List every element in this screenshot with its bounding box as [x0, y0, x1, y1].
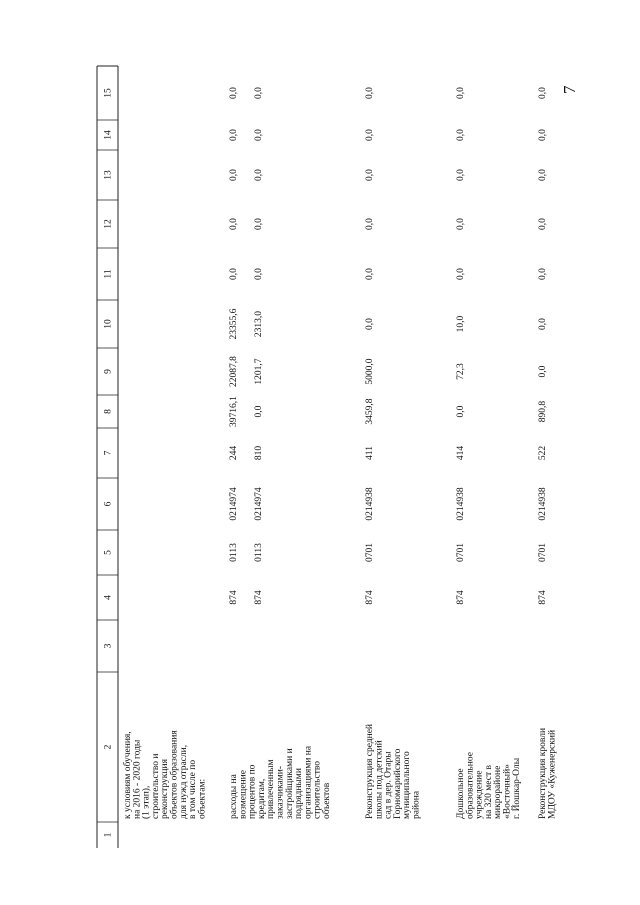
- cell-v10: 10,0: [456, 315, 466, 333]
- row-description-line: района: [411, 790, 422, 819]
- cell-rzpr: 0701: [365, 543, 375, 562]
- row-description-line: объектов образования: [169, 730, 180, 819]
- cell-v13: 0,0: [254, 169, 264, 181]
- cell-vr: 522: [538, 445, 548, 461]
- row-description-line: (1 этап),: [141, 785, 152, 819]
- table-grid: [97, 66, 118, 848]
- cell-rzpr: 0701: [538, 543, 548, 562]
- cell-v8: 0,0: [254, 405, 264, 418]
- table-row: [538, 87, 557, 819]
- column-number-row: [104, 88, 114, 837]
- column-number: 15: [103, 88, 114, 98]
- cell-csr: 0214938: [365, 487, 375, 521]
- cell-v14: 0,0: [456, 129, 466, 141]
- cell-v9: 1201,7: [254, 358, 264, 385]
- cell-v15: 0,0: [229, 87, 239, 99]
- cell-v15: 0,0: [456, 87, 466, 99]
- cell-v15: 0,0: [254, 87, 264, 99]
- row-description-line: микрорайоне: [493, 765, 504, 819]
- cell-grbs: 874: [365, 590, 375, 605]
- cell-v10: 0,0: [538, 318, 548, 330]
- row-description-line: МДОУ «Куженерский: [547, 729, 558, 819]
- row-description-line: реконструкция: [160, 759, 171, 819]
- row-description-line: процентов по: [247, 764, 258, 819]
- cell-v12: 0,0: [365, 218, 375, 230]
- cell-v8: 890,8: [538, 400, 548, 423]
- row-description-line: на 320 мест в: [483, 765, 494, 819]
- row-description-line: Дошкольное: [456, 768, 466, 819]
- cell-grbs: 874: [254, 590, 264, 605]
- row-description-line: возмещение: [238, 770, 249, 819]
- cell-v11: 0,0: [365, 268, 375, 280]
- column-number: 10: [103, 319, 114, 329]
- row-description-line: привлеченным: [266, 759, 277, 819]
- cell-grbs: 874: [229, 590, 239, 605]
- row-description-line: на 2016 - 2020 годы: [132, 739, 143, 819]
- cell-v14: 0,0: [365, 129, 375, 141]
- column-number: 5: [103, 550, 114, 555]
- table-row: [229, 87, 332, 819]
- row-description-line: организациями на: [303, 745, 314, 819]
- cell-grbs: 874: [538, 590, 548, 605]
- column-number: 7: [103, 450, 114, 456]
- row-description-line: муниципального: [402, 751, 413, 819]
- cell-v10: 0,0: [365, 318, 375, 330]
- column-number: 11: [103, 269, 114, 279]
- cell-csr: 0214974: [254, 487, 264, 521]
- cell-v15: 0,0: [365, 87, 375, 99]
- row-description-line: для нужд отрасли,: [178, 744, 189, 819]
- cell-csr: 0214938: [538, 487, 548, 521]
- row-description-line: г. Йошкар-Олы: [511, 757, 522, 819]
- cell-v13: 0,0: [365, 169, 375, 181]
- row-description-line: школы под детский: [374, 740, 385, 819]
- cell-v12: 0,0: [456, 218, 466, 230]
- row-description-line: в том числе по: [188, 759, 199, 819]
- cell-v8: 39716,1: [229, 396, 239, 427]
- cell-rzpr: 0113: [229, 543, 239, 562]
- row-description-line: подрядными: [294, 768, 305, 819]
- row-description-line: расходы на: [229, 774, 239, 819]
- column-number: 6: [103, 501, 114, 507]
- cell-v11: 0,0: [254, 268, 264, 280]
- cell-vr: 411: [365, 446, 375, 460]
- cell-v14: 0,0: [538, 129, 548, 141]
- row-description-line: объектов: [322, 782, 332, 819]
- table-row: [122, 730, 207, 819]
- cell-v8: 0,0: [456, 405, 466, 418]
- column-number: 4: [103, 595, 114, 600]
- cell-v12: 0,0: [254, 218, 264, 230]
- column-number: 12: [103, 219, 114, 229]
- cell-vr: 810: [254, 445, 264, 461]
- row-description-line: кредитам,: [256, 778, 267, 819]
- column-number: 13: [103, 170, 114, 180]
- page-number-text: 7: [560, 85, 579, 94]
- cell-vr: 414: [456, 445, 466, 461]
- cell-v14: 0,0: [254, 129, 264, 141]
- column-number: 2: [103, 744, 114, 750]
- column-number: 3: [103, 643, 114, 649]
- table-row: [364, 87, 422, 819]
- row-description-line: строительство: [312, 760, 323, 819]
- cell-rzpr: 0113: [254, 543, 264, 562]
- cell-vr: 244: [229, 445, 239, 461]
- row-description-line: строительство и: [150, 753, 161, 819]
- table-row: [254, 87, 264, 605]
- table-body: [122, 87, 557, 819]
- cell-v11: 0,0: [538, 268, 548, 280]
- cell-v9: 22087,8: [229, 356, 239, 387]
- cell-v8: 3459,8: [365, 398, 375, 425]
- cell-v9: 5000,0: [365, 358, 375, 385]
- row-description-line: застройщиками и: [284, 748, 295, 819]
- row-description-line: образовательное: [465, 752, 476, 819]
- cell-csr: 0214974: [229, 487, 239, 521]
- cell-v9: 0,0: [538, 365, 548, 378]
- cell-v15: 0,0: [538, 87, 548, 99]
- column-number: 1: [103, 832, 114, 838]
- row-description-line: Реконструкция средней: [365, 723, 375, 819]
- column-number: 8: [103, 409, 114, 414]
- row-description-line: заказчиками-: [275, 765, 286, 819]
- column-number: 9: [103, 369, 114, 374]
- cell-grbs: 874: [456, 590, 466, 605]
- row-description-line: учреждение: [474, 770, 485, 819]
- cell-csr: 0214938: [456, 487, 466, 521]
- row-description-line: сад в дер. Отары: [383, 751, 394, 819]
- cell-v14: 0,0: [229, 129, 239, 141]
- cell-v12: 0,0: [229, 218, 239, 230]
- row-description-line: «Восточный»: [502, 764, 513, 819]
- row-description-line: объектам:: [197, 778, 208, 819]
- cell-v10: 23355,6: [229, 308, 239, 340]
- cell-v10: 2313,0: [254, 310, 264, 338]
- row-description-line: Реконструкция кровли: [538, 727, 548, 819]
- cell-v9: 72,3: [456, 363, 466, 380]
- cell-v12: 0,0: [538, 218, 548, 230]
- row-description-line: к условиям обучения,: [123, 731, 133, 819]
- cell-v13: 0,0: [229, 169, 239, 181]
- table-row: [456, 87, 522, 819]
- cell-v11: 0,0: [456, 268, 466, 280]
- column-number: 14: [103, 130, 114, 140]
- cell-rzpr: 0701: [456, 543, 466, 562]
- row-description-line: Горномарийского: [392, 748, 403, 819]
- cell-v13: 0,0: [456, 169, 466, 181]
- cell-v11: 0,0: [229, 268, 239, 280]
- cell-v13: 0,0: [538, 169, 548, 181]
